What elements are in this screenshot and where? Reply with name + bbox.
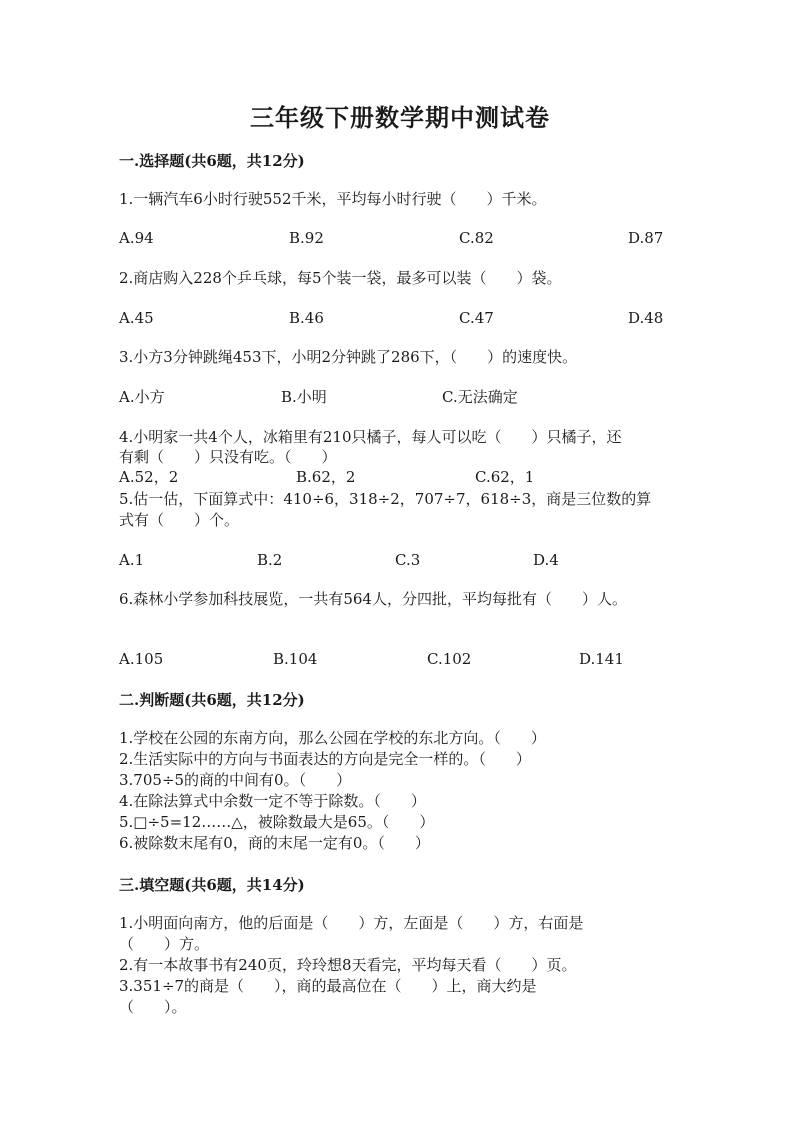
option-b: B.92 (289, 229, 324, 247)
question-1-2: 2.商店购入228个乒乓球，每5个装一袋，最多可以装（ ）袋。 (119, 269, 562, 287)
option-c: C.102 (427, 650, 472, 668)
section-heading-choice: 一.选择题(共6题，共12分) (119, 152, 305, 170)
page-title: 三年级下册数学期中测试卷 (250, 103, 550, 132)
question-1-4-line1: 4.小明家一共4个人，冰箱里有210只橘子，每人可以吃（ ）只橘子，还 (119, 428, 622, 446)
option-d: D.48 (628, 309, 664, 327)
fill-question-2: 2.有一本故事书有240页，玲玲想8天看完，平均每天看（ ）页。 (119, 956, 577, 974)
option-c: C.62，1 (475, 468, 535, 486)
judgement-item: 2.生活实际中的方向与书面表达的方向是完全一样的。（ ） (119, 750, 531, 768)
question-1-3: 3.小方3分钟跳绳453下，小明2分钟跳了286下，（ ）的速度快。 (119, 348, 578, 366)
judgement-item: 6.被除数末尾有0，商的末尾一定有0。（ ） (119, 834, 430, 852)
judgement-item: 1.学校在公园的东南方向，那么公园在学校的东北方向。（ ） (119, 729, 546, 747)
fill-question-1-line2: （ ）方。 (119, 935, 210, 953)
option-a: A.52，2 (119, 468, 179, 486)
section-heading-fill-blank: 三.填空题(共6题，共14分) (119, 876, 305, 894)
question-1-6: 6.森林小学参加科技展览，一共有564人，分四批，平均每批有（ ）人。 (119, 590, 627, 608)
option-a: A.1 (119, 551, 145, 569)
fill-question-1-line1: 1.小明面向南方，他的后面是（ ）方，左面是（ ）方，右面是 (119, 914, 584, 932)
question-1-4-line2: 有剩（ ）只没有吃。（ ） (119, 448, 337, 466)
fill-question-3-line2: （ ）。 (119, 998, 187, 1016)
option-c: C.无法确定 (442, 388, 518, 406)
option-b: B.46 (289, 309, 324, 327)
option-b: B.2 (257, 551, 283, 569)
option-b: B.104 (273, 650, 318, 668)
section-heading-judgement: 二.判断题(共6题，共12分) (119, 691, 305, 709)
option-c: C.82 (459, 229, 494, 247)
option-a: A.105 (119, 650, 164, 668)
option-d: D.141 (579, 650, 624, 668)
fill-question-3-line1: 3.351÷7的商是（ ），商的最高位在（ ）上，商大约是 (119, 977, 537, 995)
option-d: D.4 (533, 551, 559, 569)
option-a: A.45 (119, 309, 154, 327)
question-1-1: 1.一辆汽车6小时行驶552千米，平均每小时行驶（ ）千米。 (119, 190, 547, 208)
option-b: B.62，2 (296, 468, 356, 486)
option-d: D.87 (628, 229, 664, 247)
judgement-item: 4.在除法算式中余数一定不等于除数。（ ） (119, 792, 426, 810)
judgement-item: 5.□÷5=12……△，被除数最大是65。（ ） (119, 813, 435, 831)
option-a: A.小方 (119, 388, 165, 406)
judgement-item: 3.705÷5的商的中间有0。（ ） (119, 771, 352, 789)
option-c: C.3 (395, 551, 421, 569)
option-c: C.47 (459, 309, 494, 327)
question-1-5-line1: 5.估一估，下面算式中：410÷6，318÷2，707÷7，618÷3，商是三位数的算 (119, 490, 652, 508)
question-1-5-line2: 式有（ ）个。 (119, 511, 240, 529)
option-a: A.94 (119, 229, 154, 247)
option-b: B.小明 (281, 388, 327, 406)
